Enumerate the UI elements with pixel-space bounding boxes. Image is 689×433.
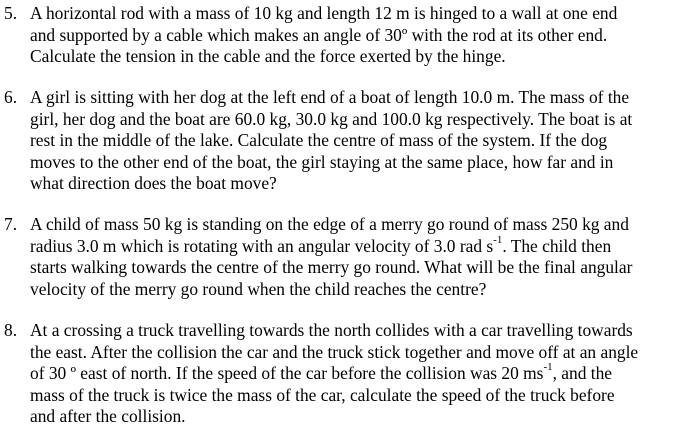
problem-text-line: A child of mass 50 kg is standing on the edge of a merry go round of mass 250 kg and: [30, 214, 629, 234]
problem-number: 8.: [4, 320, 18, 340]
unit-exponent: -1: [543, 361, 553, 374]
problem-number: 6.: [4, 87, 18, 107]
problem-text-line: [30, 233, 612, 258]
problem-text-line: At a crossing a truck travelling towards the north collides with a car travelling towards: [30, 320, 633, 340]
problem-text-line: moves to the other end of the boat, the girl staying at the same place, how far and in: [30, 151, 614, 172]
problem-text-line: mass of the truck is twice the mass of the car, calculate the speed of the truck before: [30, 384, 615, 405]
problem-text-segment: , and the: [552, 363, 613, 383]
problem-number: 7.: [4, 214, 18, 234]
problem-text-line: and supported by a cable which makes an angle of 30º with the rod at its other end.: [30, 24, 608, 45]
problem-number: 5.: [4, 3, 18, 23]
problem-text-line: and after the collision.: [30, 406, 186, 426]
problem-text-line: velocity of the merry go round when the child reaches the centre?: [30, 278, 487, 299]
problem-text-line: A girl is sitting with her dog at the left end of a boat of length 10.0 m. The mass of the: [30, 87, 630, 107]
problem-text-line: [30, 363, 612, 385]
problem-text-line: the east. After the collision the car and the truck stick together and move off at an angle: [30, 341, 639, 362]
problem-text-line: A horizontal rod with a mass of 10 kg and length 12 m is hinged to a wall at one end: [30, 3, 618, 23]
unit-exponent: -1: [493, 233, 503, 246]
problem-text-line: starts walking towards the centre of the merry go round. What will be the final angular: [30, 257, 633, 277]
problem-text-line: rest in the middle of the lake. Calculate the centre of mass of the system. If the dog: [30, 130, 608, 150]
problem-text-line: Calculate the tension in the cable and the force exerted by the hinge.: [30, 46, 506, 66]
problem-text-segment: of 30 º east of north. If the speed of the car before the collision was 20 ms: [30, 363, 544, 383]
problem-text-segment: radius 3.0 m which is rotating with an angular velocity of 3.0 rad s: [30, 235, 494, 256]
problem-text-line: what direction does the boat move?: [30, 173, 277, 193]
problem-text-segment: . The child then: [502, 235, 612, 256]
problem-text-line: girl, her dog and the boat are 60.0 kg, 30.0 kg and 100.0 kg respectively. The boat is at: [30, 108, 633, 129]
